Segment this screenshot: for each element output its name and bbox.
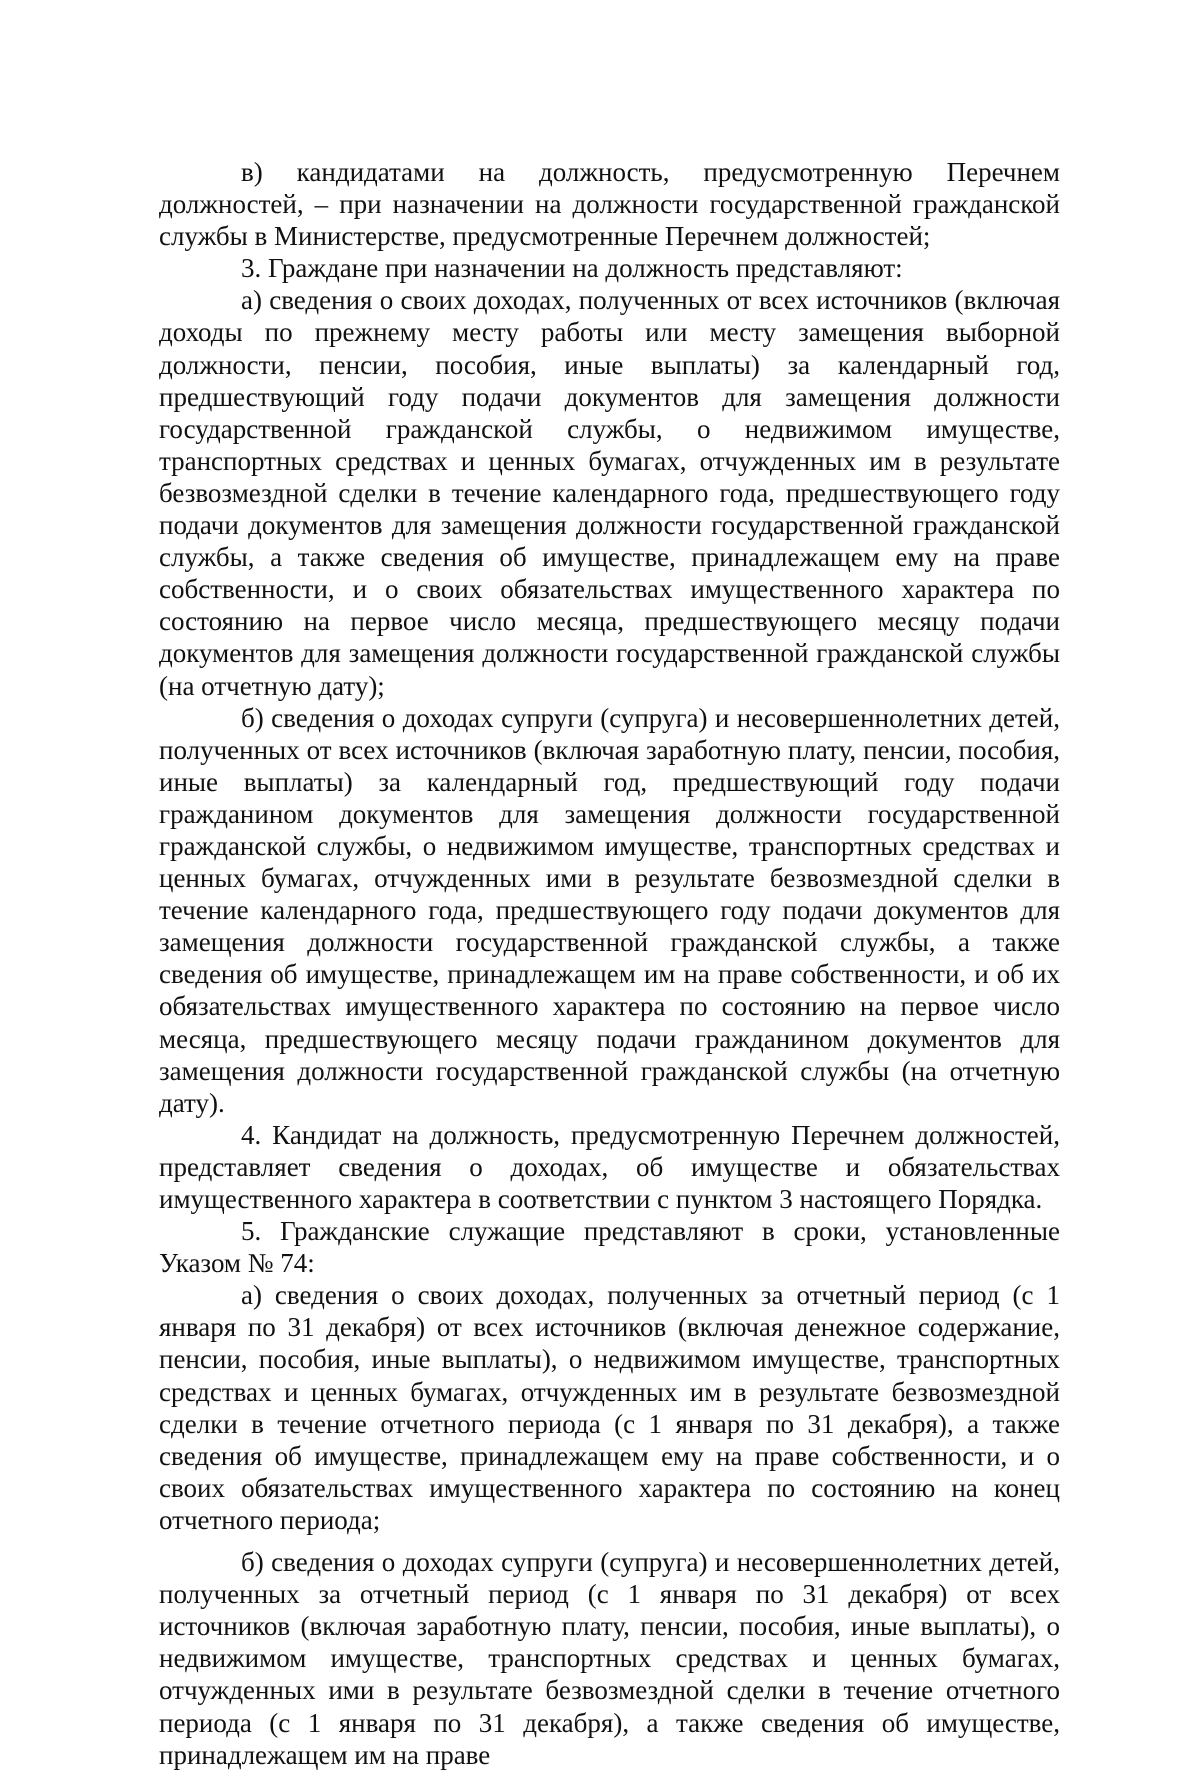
paragraph-3-citizens: 3. Граждане при назначении на должность представляют: — [241, 253, 903, 284]
paragraph-5-civil-servants: 5. Гражданские служащие представляют в сроки, установленные Указом № 74: — [159, 1216, 1060, 1279]
document-page — [159, 156, 1060, 1771]
paragraph-3a-own-income: а) сведения о своих доходах, полученных от всех источников (включая доходы по прежнему месту работы или месту замещения выборной должности, пенсии, пособия, иные выплаты) за календарный год, предшествующий году подачи документов для замещения должности государственной гражданской службы, о недвижимом имуществе, транспортных средствах и ценных бумагах, отчужденных им в результате безвозмездной сделки в течение календарного года, предшествующего году подачи документов для замещения должности государственной гражданской службы, а также сведения об имуществе, принадлежащем ему на праве собственности, и о своих обязательствах имущественного характера по состоянию на первое число месяца, предшествующего месяцу подачи документов для замещения должности государственной гражданской службы (на отчетную дату); — [159, 285, 1060, 701]
paragraph-5a-own-income: а) сведения о своих доходах, полученных за отчетный период (с 1 января по 31 декабря) от всех источников (включая денежное содержание, пенсии, пособия, иные выплаты), о недвижимом имуществе, транспортных средствах и ценных бумагах, отчужденных им в результате безвозмездной сделки в течение отчетного периода (с 1 января по 31 декабря), а также сведения об имуществе, принадлежащем ему на праве собственности, и о своих обязательствах имущественного характера по состоянию на конец отчетного периода; — [159, 1280, 1060, 1535]
paragraph-5b-family-income: б) сведения о доходах супруги (супруга) и несовершеннолетних детей, полученных за отчетный период (с 1 января по 31 декабря) от всех источников (включая заработную плату, пенсии, пособия, иные выплаты), о недвижимом имуществе, транспортных средствах и ценных бумагах, отчужденных ими в результате безвозмездной сделки в течение отчетного периода (с 1 января по 31 декабря), а также сведения об имуществе, принадлежащем им на праве — [159, 1547, 1060, 1770]
paragraph-v-candidates: в) кандидатами на должность, предусмотренную Перечнем должностей, – при назначении на должности государственной гражданской службы в Министерстве, предусмотренные Перечнем должностей; — [159, 157, 1060, 252]
paragraph-4-candidate: 4. Кандидат на должность, предусмотренную Перечнем должностей, представляет сведения о доходах, об имуществе и обязательствах имущественного характера в соответствии с пунктом 3 настоящего Порядка. — [159, 1119, 1060, 1214]
paragraph-3b-family-income: б) сведения о доходах супруги (супруга) и несовершеннолетних детей, полученных от всех источников (включая заработную плату, пенсии, пособия, иные выплаты) за календарный год, предшествующий году подачи гражданином документов для замещения должности государственной гражданской службы, о недвижимом имуществе, транспортных средствах и ценных бумагах, отчужденных ими в результате безвозмездной сделки в течение календарного года, предшествующего году подачи документов для замещения должности государственной гражданской службы, а также сведения об имуществе, принадлежащем им на праве собственности, и об их обязательствах имущественного характера по состоянию на первое число месяца, предшествующего месяцу подачи гражданином документов для замещения должности государственной гражданской службы (на отчетную дату). — [159, 702, 1060, 1118]
